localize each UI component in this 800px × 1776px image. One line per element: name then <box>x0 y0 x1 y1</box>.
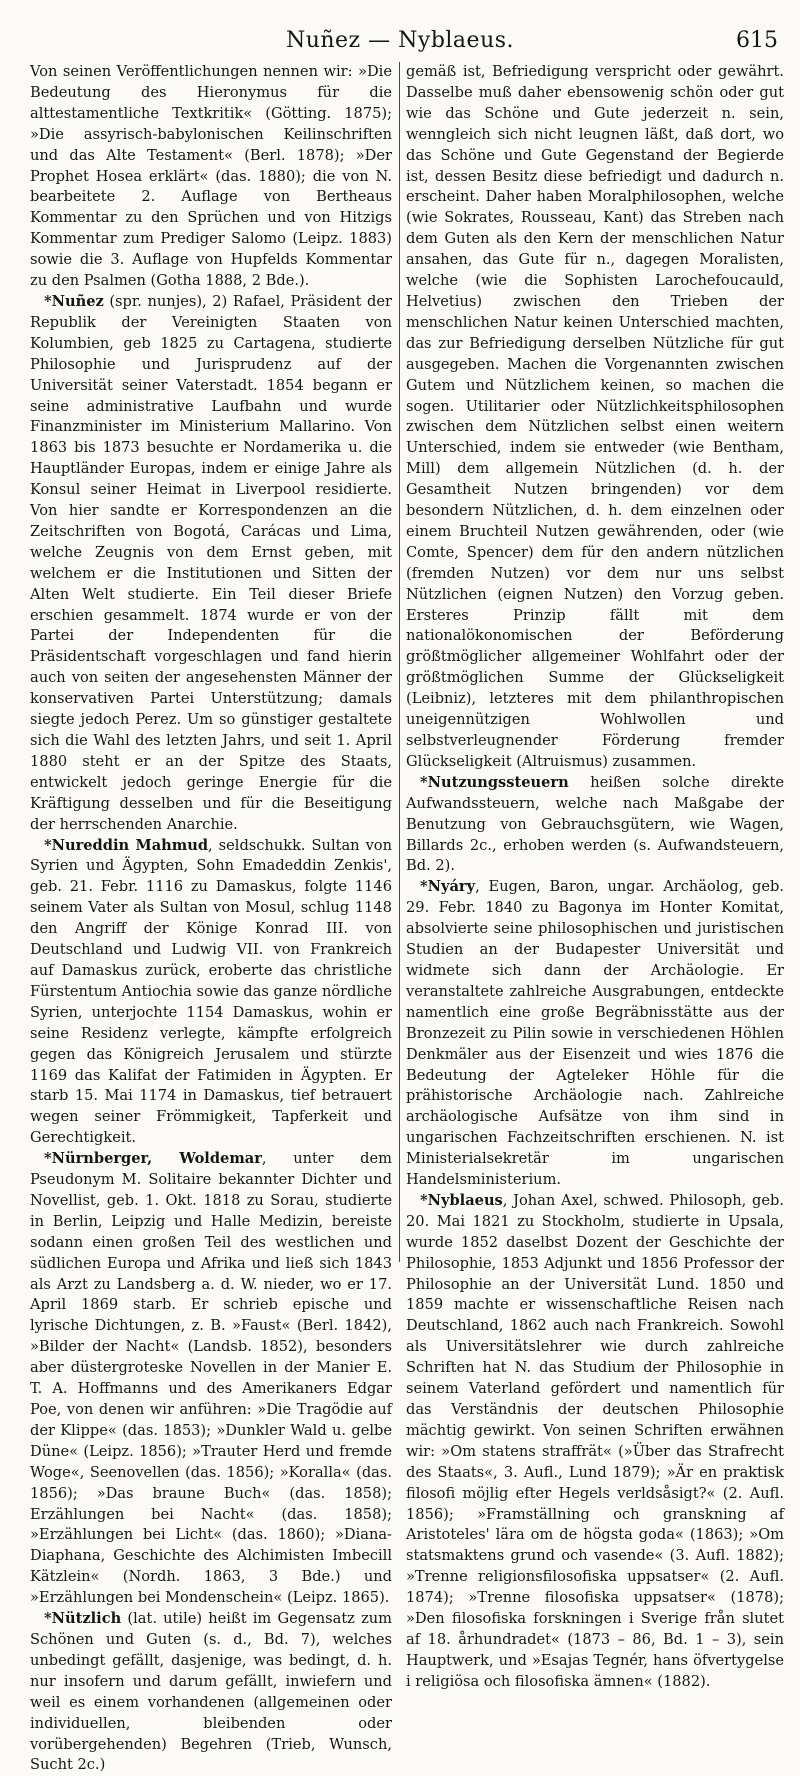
entry-nyblaeus <box>406 1191 784 1693</box>
headword: *Nyblaeus <box>420 1191 503 1209</box>
entry-text: , unter dem Pseudonym M. Solitaire bekannter Dichter und Novellist, geb. 1. Okt. 1818 zu Sorau, studierte in Berlin, Leipzig und Halle Medizin, bereiste sodann einen großen Teil des westlichen und südlichen Europa und Afrika und ließ sich 1843 als Arzt zu Landsberg a. d. W. nieder, wo er 17. April 1869 starb. Er schrieb epische und lyrische Dichtungen, z. B. »Faust« (Berl. 1842), »Bilder der Nacht« (Landsb. 1852), besonders aber düstergroteske Novellen in der Manier E. T. A. Hoffmanns und des Amerikaners Edgar Poe, von denen wir anführen: »Die Tragödie auf der Klippe« (das. 1853); »Dunkler Wald u. gelbe Düne« (Leipz. 1856); »Trauter Herd und fremde Woge«, Seenovellen (das. 1856); »Koralla« (das. 1856); »Das braune Buch« (das. 1858); Erzählungen bei Nacht« (das. 1858); »Erzählungen bei Licht« (das. 1860); »Diana-Diaphana, Geschichte des Alchimisten Imbecill Kätzlein« (Nordh. 1863, 3 Bde.) und »Erzählungen bei Mondenschein« (Leipz. 1865). <box>30 1150 392 1607</box>
right-column <box>406 62 784 1690</box>
column-divider <box>399 62 400 1262</box>
headword: *Nützlich <box>44 1610 122 1628</box>
entry-nutzungssteuern <box>406 773 784 878</box>
page-number: 615 <box>736 28 778 53</box>
entry-text: , seldschukk. Sultan von Syrien und Ägypten, Sohn Emadeddin Zenkis', geb. 21. Febr. 1116 zu Damaskus, folgte 1146 seinem Vater als Sultan von Mosul, schlug 1148 den Angriff der Könige Konrad III. von Deutschland und Ludwig VII. von Frankreich auf Damaskus zurück, eroberte das christliche Fürstentum Antiochia sowie das ganze nördliche Syrien, unterjochte 1154 Damaskus, wohin er seine Residenz verlegte, kämpfte erfolgreich gegen das Königreich Jerusalem und stürzte 1169 das Kalifat der Fatimiden in Ägypten. Er starb 15. Mai 1174 in Damaskus, tief betrauert wegen seiner Frömmigkeit, Tapferkeit und Gerechtigkeit. <box>30 836 392 1147</box>
entry-text: gemäß ist, Befriedigung verspricht oder gewährt. Dasselbe muß daher ebensowenig schön oder gut wie das Schöne und Gute jederzeit n. sein, wenngleich sich nicht leugnen läßt, daß dort, wo das Schöne und Gute Gegenstand der Begierde ist, dessen Besitz diese befriedigt und dadurch n. erscheint. Daher haben Moralphilosophen, welche (wie Sokrates, Rousseau, Kant) das Streben nach dem Guten als den Kern der menschlichen Natur ansahen, das Gute für n., dagegen Moralisten, welche (wie die Sophisten Larochefoucauld, Helvetius) zwischen den Trieben der menschlichen Natur keinen Unterschied machten, das zur Befriedigung derselben Nützliche für gut ausgegeben. Machen die Vorgenannten zwischen Gutem und Nützlichem keinen, so machen die sogen. Utilitarier oder Nützlichkeitsphilosophen zwischen dem Nützlichen selbst einen weitern Unterschied, indem sie entweder (wie Bentham, Mill) dem allgemein Nützlichen (d. h. der Gesamtheit Nutzen bringenden) vor dem besondern Nützlichen, d. h. dem einzelnen oder einem Bruchteil Nutzen gewährenden, oder (wie Comte, Spencer) dem für den andern nützlichen (fremden Nutzen) vor dem nur uns selbst Nützlichen (eignen Nutzen) den Vorzug geben. Ersteres Prinzip fällt mit dem nationalökonomischen der Beförderung größtmöglicher allgemeiner Wohlfahrt oder der größtmöglichen Summe der Glückseligkeit (Leibniz), letzteres mit dem philanthropischen uneigennützigen Wohlwollen und selbstverleugnender Förderung fremder Glückseligkeit (Altruismus) zusammen. <box>406 63 784 770</box>
entry-text: (lat. utile) heißt im Gegensatz zum Schönen und Guten (s. d., Bd. 7), welches unbedingt gefällt, dasjenige, was bedingt, d. h. nur insofern und darum gefällt, inwiefern und weil es einem vorhandenen (allgemeinen oder individuellen, bleibenden oder vorübergehenden) Begehren (Trieb, Wunsch, Sucht 2c.) <box>30 1610 392 1774</box>
headword: *Nuñez <box>44 292 104 310</box>
headword: *Nureddin Mahmud <box>44 836 209 854</box>
entry-nyary <box>406 877 784 1191</box>
entry-nuernberger <box>30 1149 392 1609</box>
page-header <box>0 28 800 58</box>
entry-text: heißen solche direkte Aufwandssteuern, welche nach Maßgabe der Benutzung von Gebrauchsgütern, wie Wagen, Billards 2c., erhoben werden (s. Aufwandsteuern, Bd. 2). <box>406 773 784 875</box>
entry-text: Von seinen Veröffentlichungen nennen wir: »Die Bedeutung des Hieronymus für die alttestamentliche Textkritik« (Götting. 1875); »Die assyrisch-babylonischen Keilinschriften und das Alte Testament« (Berl. 1878); »Der Prophet Hosea erklärt« (das. 1880); die von N. bearbeitete 2. Auflage von Bertheaus Kommentar zu den Sprüchen und von Hitzigs Kommentar zum Prediger Salomo (Leipz. 1883) sowie die 3. Auflage von Hupfelds Kommentar zu den Psalmen (Gotha 1888, 2 Bde.). <box>30 63 392 290</box>
headword: *Nutzungssteuern <box>420 773 569 791</box>
entry-continuation <box>30 62 392 292</box>
entry-nunez <box>30 292 392 836</box>
entry-text: (spr. nunjes), 2) Rafael, Präsident der Republik der Vereinigten Staaten von Kolumbien, geb 1825 zu Cartagena, studierte Philosophie und Jurisprudenz auf der Universität seiner Vaterstadt. 1854 begann er seine administrative Laufbahn und wurde Finanzminister im Ministerium Mallarino. Von 1863 bis 1873 besuchte er Nordamerika u. die Hauptländer Europas, indem er einige Jahre als Konsul seiner Heimat in Liverpool residierte. Von hier sandte er Korrespondenzen an die Zeitschriften von Bogotá, Carácas und Lima, welche Zeugnis von dem Ernst geben, mit welchem er die Institutionen und Sitten der Alten Welt studierte. Ein Teil dieser Briefe erschien gesammelt. 1874 wurde er von der Partei der Independenten für die Präsidentschaft vorgeschlagen und fand hierin auch von seiten der angesehensten Männer der konservativen Partei Unterstützung; damals siegte jedoch Perez. Um so günstiger gestaltete sich die Wahl des letzten Jahrs, und seit 1. April 1880 steht er an der Spitze des Staats, entwickelt jedoch geringe Energie für die Kräftigung desselben und für die Beseitigung der herrschenden Anarchie. <box>30 292 392 833</box>
left-column <box>30 62 392 1774</box>
entry-nuetzlich <box>30 1609 392 1776</box>
entry-continuation <box>406 62 784 773</box>
entry-nureddin <box>30 836 392 1150</box>
headword: *Nürnberger, Woldemar <box>44 1150 262 1168</box>
headword: *Nyáry <box>420 878 476 896</box>
running-head: Nuñez — Nyblaeus. <box>285 28 515 53</box>
entry-text: , Johan Axel, schwed. Philosoph, geb. 20. Mai 1821 zu Stockholm, studierte in Upsala, wurde 1852 daselbst Dozent der Geschichte der Philosophie, 1853 Adjunkt und 1856 Professor der Philosophie an der Universität Lund. 1850 und 1859 machte er wissenschaftliche Reisen nach Deutschland, 1862 auch nach Frankreich. Sowohl als Universitätslehrer wie durch zahlreiche Schriften hat N. das Studium der Philosophie in seinem Vaterland gefördert und namentlich für das Verständnis der deutschen Philosophie mächtig gewirkt. Von seinen Schriften erwähnen wir: »Om statens straffrät« (»Über das Strafrecht des Staats«, 3. Aufl., Lund 1879); »Är en praktisk filosofi möjlig efter Hegels verldsåsigt?« (2. Aufl. 1856); »Framställning och granskning af Aristoteles' lära om de högsta goda« (1863); »Om statsmaktens grund och vasende« (3. Aufl. 1882); »Trenne religionsfilosofiska uppsatser« (2. Aufl. 1874); »Trenne filosofiska uppsatser« (1878); »Den filosofiska forskningen i Sverige från slutet af 18. århundradet« (1873 – 86, Bd. 1 – 3), sein Hauptwerk, und »Esajas Tegnér, hans öfvertygelse i religiösa och filosofiska ämnen« (1882). <box>406 1191 784 1690</box>
entry-text: , Eugen, Baron, ungar. Archäolog, geb. 29. Febr. 1840 zu Bagonya im Honter Komitat, absolvierte seine philosophischen und juristischen Studien an der Budapester Universität und widmete sich dann der Archäologie. Er veranstaltete zahlreiche Ausgrabungen, entdeckte namentlich eine große Begräbnisstätte aus der Bronzezeit zu Pilin sowie in verschiedenen Höhlen Denkmäler aus der Eisenzeit und wies 1876 die Bedeutung der Agteleker Höhle für die prähistorische Archäologie nach. Zahlreiche archäologische Aufsätze von ihm sind in ungarischen Fachzeitschriften erschienen. N. ist Ministerialsekretär im ungarischen Handelsministerium. <box>406 878 784 1189</box>
